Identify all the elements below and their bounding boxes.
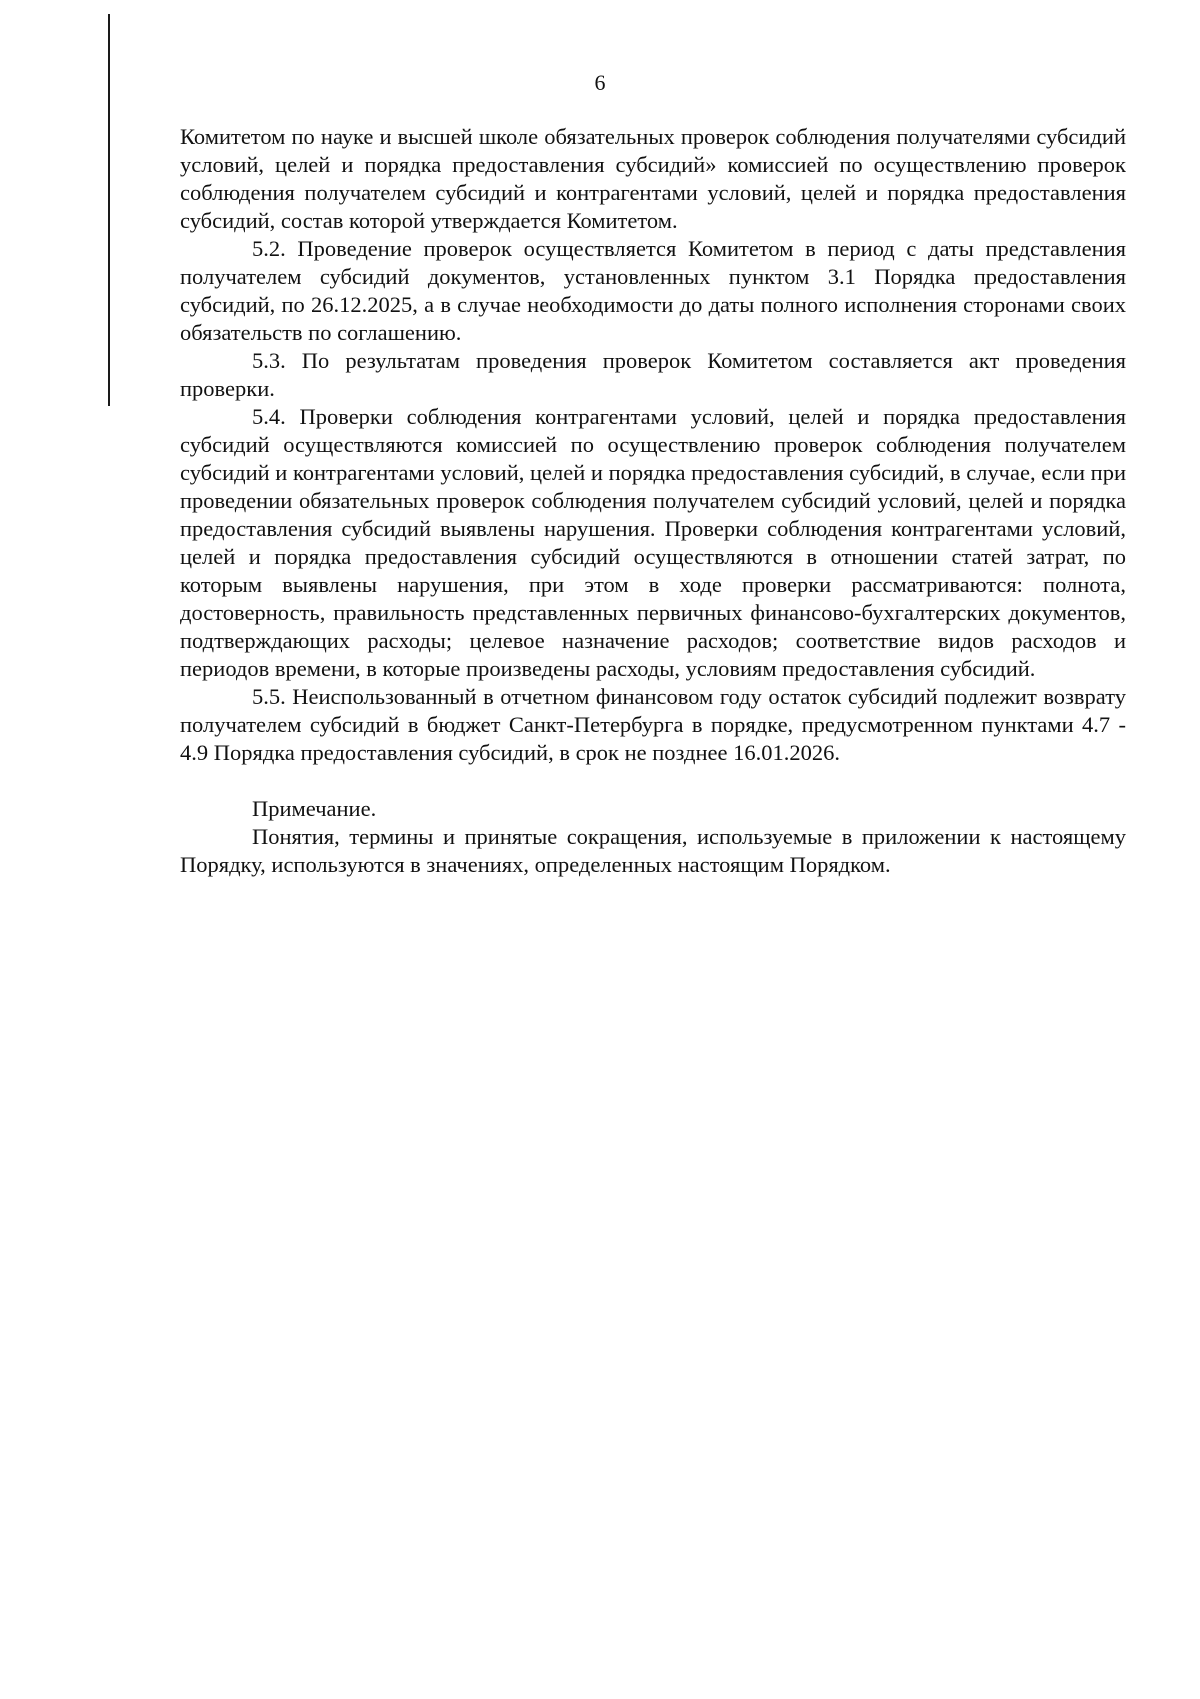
paragraph-5-5: 5.5. Неиспользованный в отчетном финансовом году остаток субсидий подлежит возврату получателем субсидий в бюджет Санкт-Петербурга в порядке, предусмотренном пунктами 4.7 - 4.9 Порядка предоставления субсидий, в срок не позднее 16.01.2026. bbox=[180, 684, 1126, 765]
page-number: 6 bbox=[594, 70, 606, 95]
paragraph-5-4: 5.4. Проверки соблюдения контрагентами условий, целей и порядка предоставления субсидий осуществляются комиссией по осуществлению проверок соблюдения получателем субсидий и контрагентами условий, целей и порядка предоставления субсидий, в случае, если при проведении обязательных проверок соблюдения получателем субсидий условий, целей и порядка предоставления субсидий выявлены нарушения. Проверки соблюдения контрагентами условий, целей и порядка предоставления субсидий осуществляются в отношении статей затрат, по которым выявлены нарушения, при этом в ходе проверки рассматриваются: полнота, достоверность, правильность представленных первичных финансово-бухгалтерских документов, подтверждающих расходы; целевое назначение расходов; соответствие видов расходов и периодов времени, в которые произведены расходы, условиям предоставления субсидий. bbox=[180, 404, 1126, 681]
note-heading: Примечание. bbox=[252, 796, 377, 821]
paragraph-continuation: Комитетом по науке и высшей школе обязательных проверок соблюдения получателями субсидий условий, целей и порядка предоставления субсидий» комиссией по осуществлению проверок соблюдения получателем субсидий и контрагентами условий, целей и порядка предоставления субсидий, состав которой утверждается Комитетом. bbox=[180, 124, 1126, 233]
paragraph-5-2: 5.2. Проведение проверок осуществляется Комитетом в период с даты представления получателем субсидий документов, установленных пунктом 3.1 Порядка предоставления субсидий, по 26.12.2025, а в случае необходимости до даты полного исполнения сторонами своих обязательств по соглашению. bbox=[180, 236, 1126, 345]
note-text: Понятия, термины и принятые сокращения, используемые в приложении к настоящему Порядку, используются в значениях, определенных настоящим Порядком. bbox=[180, 824, 1126, 877]
paragraph-5-3: 5.3. По результатам проведения проверок Комитетом составляется акт проведения проверки. bbox=[180, 348, 1126, 401]
document-body bbox=[180, 123, 1126, 879]
